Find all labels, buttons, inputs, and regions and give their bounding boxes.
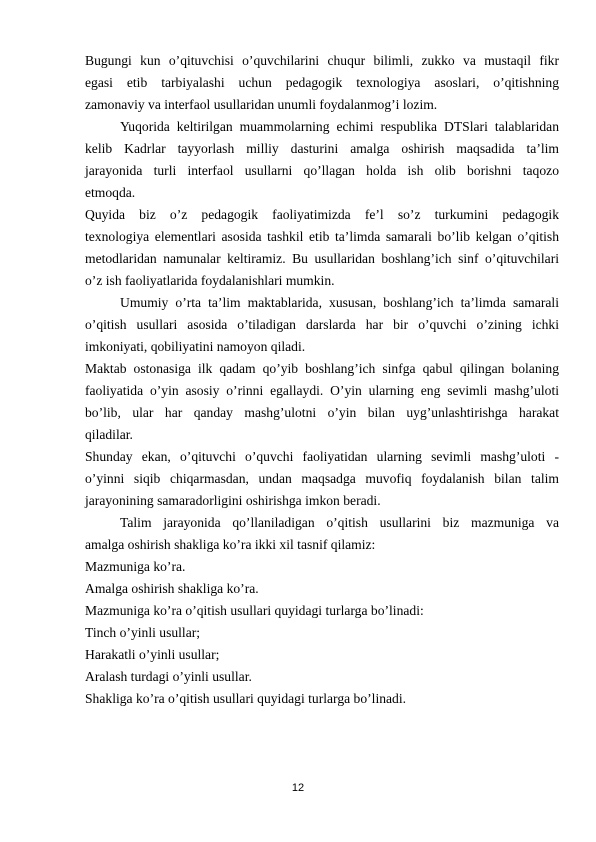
paragraph-line: imkoniyati, qobiliyatini namoyon qiladi. [85,339,306,354]
paragraph-line: qiladilar. [85,427,133,442]
paragraph-line: Mazmuniga ko’ra o’qitish usullari quyidagi turlarga bo’linadi: [85,603,424,618]
paragraph-line: Quyida biz o’z pedagogik faoliyatimizda fe’l so’z turkumini pedagogik [85,207,559,222]
paragraph-line: kelib Kadrlar tayyorlash milliy dasturini amalga oshirish maqsadida ta’lim [85,141,559,156]
paragraph-line: faoliyatida o’yin asosiy o’rinni egallaydi. O’yin ularning eng sevimli mashg’uloti [85,383,559,398]
list-item: Mazmuniga ko’ra. [85,559,186,574]
paragraph-line: Bugungi kun o’qituvchisi o’quvchilarini chuqur bilimli, zukko va mustaqil fikr [85,53,559,68]
paragraph-line: jarayonining samaradorligini oshirishga imkon beradi. [85,493,381,508]
paragraph-line: etmoqda. [85,185,136,200]
paragraph-line: o’z ish faoliyatlarida foydalanishlari mumkin. [85,273,335,288]
paragraph-line: Shakliga ko’ra o’qitish usullari quyidagi turlarga bo’linadi. [85,691,407,706]
paragraph-line: zamonaviy va interfaol usullaridan unumli foydalanmog’i lozim. [85,97,438,112]
paragraph-line: texnologiya elementlari asosida tashkil etib ta’limda samarali bo’lib kelgan o’qitish [85,229,559,244]
list-item: Aralash turdagi o’yinli usullar. [85,669,252,684]
list-item: Tinch o’yinli usullar; [85,625,201,640]
paragraph-line: o’yinni siqib chiqarmasdan, undan maqsadga muvofiq foydalanish bilan talim [85,471,559,486]
paragraph-line: metodlaridan namunalar keltiramiz. Bu usullaridan boshlang’ich sinf o’qituvchilari [85,251,559,266]
paragraph-line: amalga oshirish shakliga ko’ra ikki xil tasnif qilamiz: [85,537,376,552]
paragraph-line: o’qitish usullari asosida o’tiladigan darslarda har bir o’quvchi o’zining ichki [85,317,559,332]
paragraph-line: Shunday ekan, o’qituvchi o’quvchi faoliyatidan ularning sevimli mashg’uloti - [85,449,559,464]
paragraph-line: egasi etib tarbiyalashi uchun pedagogik texnologiya asoslari, o’qitishning [85,75,559,90]
list-item: Harakatli o’yinli usullar; [85,647,220,662]
list-item: Amalga oshirish shakliga ko’ra. [85,581,259,596]
paragraph-line: Umumiy o’rta ta’lim maktablarida, xususan, boshlang’ich ta’limda samarali [120,295,559,310]
paragraph-line: Maktab ostonasiga ilk qadam qo’yib boshlang’ich sinfga qabul qilingan bolaning [85,361,559,376]
paragraph-line: Talim jarayonida qo’llaniladigan o’qitish usullarini biz mazmuniga va [120,515,559,530]
paragraph-line: jarayonida turli interfaol usullarni qo’llagan holda ish olib borishni taqozo [85,163,559,178]
paragraph-line: bo’lib, ular har qanday mashg’ulotni o’yin bilan uyg’unlashtirishga harakat [85,405,559,420]
paragraph-line: Yuqorida keltirilgan muammolarning echimi respublika DTSlari talablaridan [120,119,559,134]
page-number: 12 [291,782,305,794]
